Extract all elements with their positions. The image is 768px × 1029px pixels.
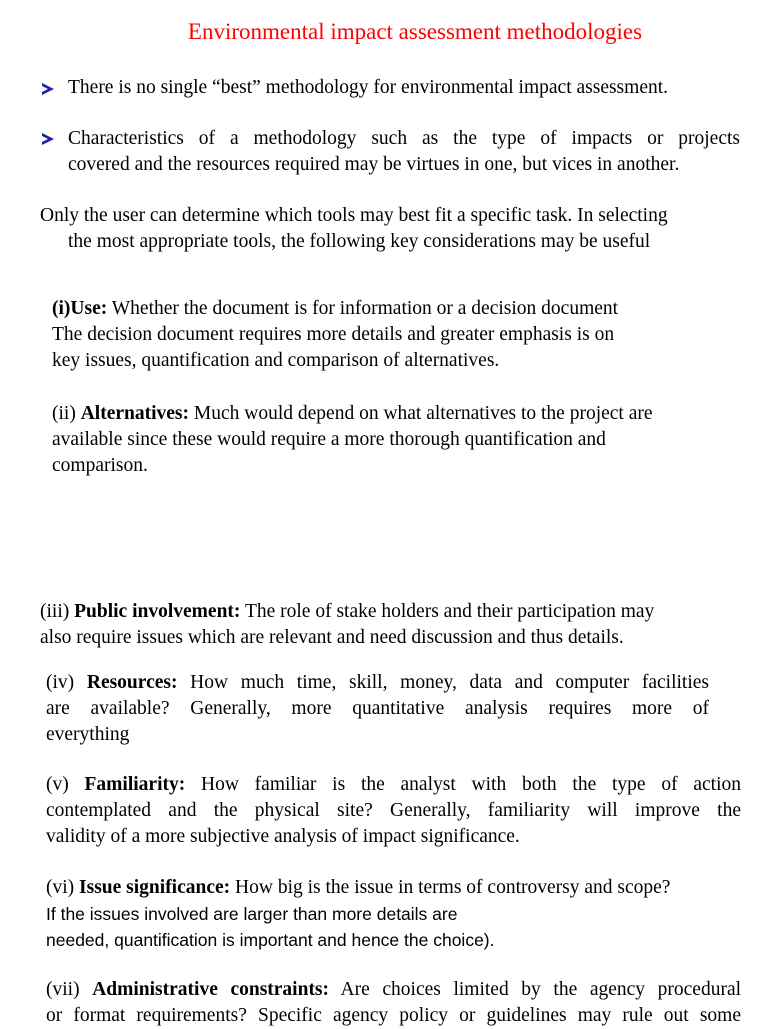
familiarity-text: How familiar is the analyst with both the type of action xyxy=(185,774,741,795)
familiarity-line-2: contemplated and the physical site? Generally, familiarity will improve the xyxy=(46,800,741,821)
familiarity-label: Familiarity: xyxy=(84,774,186,795)
public-text: The role of stake holders and their participation may xyxy=(240,601,655,622)
resources-line-1 xyxy=(46,670,709,696)
bullet-item: There is no single “best” methodology for environmental impact assessment. xyxy=(68,77,669,98)
use-line-1 xyxy=(52,296,618,322)
consideration-administrative-constraints xyxy=(46,977,741,1029)
public-prefix: (iii) xyxy=(40,601,75,622)
consideration-issue-significance xyxy=(46,875,670,953)
issue-line-3: needed, quantification is important and hence the choice). xyxy=(46,930,495,950)
familiarity-line-3: validity of a more subjective analysis of impact significance. xyxy=(46,826,520,847)
admin-line-1 xyxy=(46,977,741,1003)
bullet-line: covered and the resources required may be virtues in one, but vices in another. xyxy=(68,154,680,175)
intro-line-2: the most appropriate tools, the following key considerations may be useful xyxy=(68,231,651,252)
alternatives-line-2: available since these would require a more thorough quantification and xyxy=(52,429,606,450)
resources-prefix: (iv) xyxy=(46,672,87,693)
admin-prefix: (vii) xyxy=(46,979,93,1000)
public-line-2: also require issues which are relevant and need discussion and thus details. xyxy=(40,627,624,648)
alternatives-text: Much would depend on what alternatives to the project are xyxy=(189,403,653,424)
familiarity-prefix: (v) xyxy=(46,774,85,795)
use-text: Whether the document is for information or a decision document xyxy=(107,298,619,319)
admin-line-2: or format requirements? Specific agency policy or guidelines may rule out some xyxy=(46,1005,741,1026)
issue-label: Issue significance: xyxy=(79,877,231,898)
alternatives-line-3: comparison. xyxy=(52,455,148,476)
consideration-public-involvement xyxy=(40,599,654,651)
issue-prefix: (vi) xyxy=(46,877,80,898)
consideration-use xyxy=(52,296,618,374)
use-line-3: key issues, quantification and comparison of alternatives. xyxy=(52,350,500,371)
intro-line-1: Only the user can determine which tools may best fit a specific task. In selecting xyxy=(40,205,668,226)
admin-text: Are choices limited by the agency procedural xyxy=(329,979,742,1000)
bullet-line: Characteristics of a methodology such as the type of impacts or projects xyxy=(68,128,740,149)
consideration-familiarity xyxy=(46,772,741,850)
alternatives-line-1 xyxy=(52,401,653,427)
issue-line-2: If the issues involved are larger than more details are xyxy=(46,904,458,924)
alternatives-prefix: (ii) xyxy=(52,403,81,424)
issue-text: How big is the issue in terms of controversy and scope? xyxy=(230,877,671,898)
public-label: Public involvement: xyxy=(74,601,241,622)
alternatives-label: Alternatives: xyxy=(80,403,190,424)
admin-label: Administrative constraints: xyxy=(92,979,330,1000)
page-title: Environmental impact assessment methodologies xyxy=(187,19,643,44)
resources-line-2: are available? Generally, more quantitative analysis requires more of xyxy=(46,698,709,719)
resources-line-3: everything xyxy=(46,724,130,745)
arrow-bullet-icon xyxy=(42,133,54,145)
use-label: (i)Use: xyxy=(52,298,108,319)
resources-text: How much time, skill, money, data and computer facilities xyxy=(177,672,710,693)
consideration-resources xyxy=(46,670,709,748)
familiarity-line-1 xyxy=(46,772,741,798)
bullet-item xyxy=(68,126,740,178)
use-line-2: The decision document requires more details and greater emphasis is on xyxy=(52,324,615,345)
consideration-alternatives xyxy=(52,401,653,479)
resources-label: Resources: xyxy=(86,672,178,693)
public-line-1 xyxy=(40,599,654,625)
issue-line-1 xyxy=(46,875,670,901)
arrow-bullet-icon xyxy=(42,83,54,95)
